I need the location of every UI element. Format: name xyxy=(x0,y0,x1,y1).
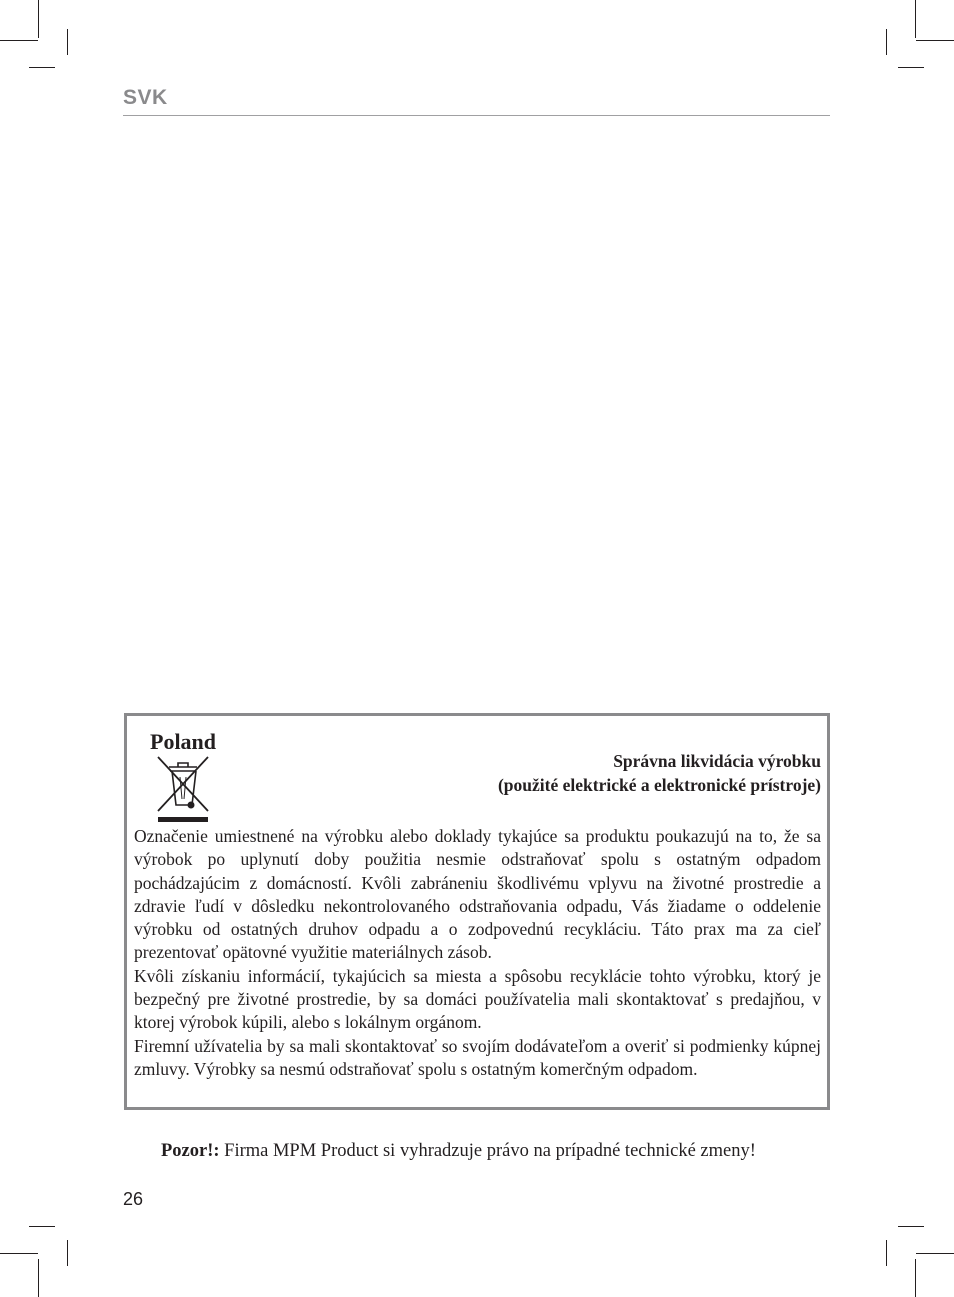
disposal-info-box xyxy=(124,713,830,1110)
crop-mark xyxy=(916,1253,954,1254)
disposal-title-line: Správna likvidácia výrobku xyxy=(613,751,821,771)
page-number: 26 xyxy=(123,1189,144,1209)
body-paragraph: Označenie umiestnené na výrobku alebo doklady tykajúce sa produktu poukazujú na to, že sa výrobok po uplynutí doby použitia nesmie odstraňovať spolu s ostatným odpadom pochádzajúcim z domácností. Kvôli zabráneniu škodlivému vplyvu na životné prostredie a zdravie ľudí v dôsledku nekontrolovaného odstraňovania odpadu, Vás žiadame o oddelenie výrobku od ostatných druhov odpadu a o zodpovednú recykláciu. Táto prax ma za cieľ prezentovať opätovné využitie materiálnych zásob. xyxy=(134,826,821,963)
header-divider xyxy=(123,115,830,116)
crop-mark xyxy=(29,1226,55,1227)
body-paragraph: Firemní užívatelia by sa mali skontaktovať so svojím dodávateľom a overiť si podmienky kúpnej zmluvy. Výrobky sa nesmú odstraňovať spolu s ostatným komerčným odpadom. xyxy=(134,1035,821,1079)
crop-mark xyxy=(38,0,39,38)
language-code: SVK xyxy=(123,86,168,109)
notice-label: Pozor!: xyxy=(161,1141,220,1161)
crop-mark xyxy=(898,67,924,68)
crop-mark xyxy=(898,1226,924,1227)
crop-mark xyxy=(0,40,38,41)
country-label: Poland xyxy=(150,729,217,754)
crossed-out-wheelie-bin-icon xyxy=(154,753,212,825)
crop-mark xyxy=(916,40,954,41)
disposal-body xyxy=(134,825,821,1081)
crop-mark xyxy=(915,1259,916,1297)
technical-changes-notice xyxy=(161,1141,756,1162)
crop-mark xyxy=(0,1253,38,1254)
crop-mark xyxy=(38,1259,39,1297)
body-paragraph: Kvôli získaniu informácií, tykajúcich sa miesta a spôsobu recyklácie tohto výrobku, ktorý je bezpečný pre životné prostredie, by sa domáci používatelia mali skontaktovať s predajňou, v ktorej výrobok kúpili, alebo s lokálnym orgánom. xyxy=(134,965,821,1033)
crop-mark xyxy=(67,1240,68,1266)
disposal-title xyxy=(498,749,821,797)
notice-text: Firma MPM Product si vyhradzuje právo na prípadné technické zmeny! xyxy=(219,1141,756,1161)
disposal-subtitle-line: (použité elektrické a elektronické prístroje) xyxy=(497,775,821,795)
crop-mark xyxy=(29,67,55,68)
crop-mark xyxy=(67,29,68,55)
crop-mark xyxy=(886,1240,887,1266)
crop-mark xyxy=(886,29,887,55)
crop-mark xyxy=(915,0,916,38)
